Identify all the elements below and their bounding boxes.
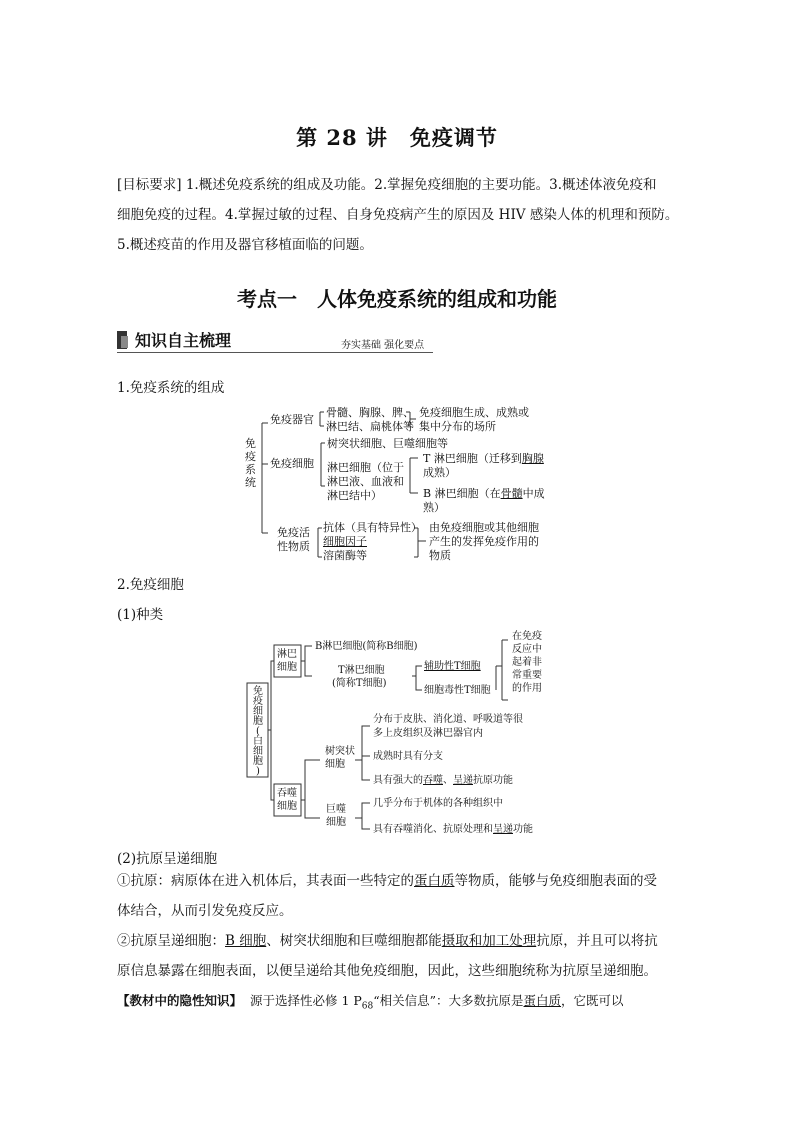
b-cell-line-1: B 淋巴细胞（在骨髓中成 bbox=[423, 487, 545, 500]
lymph-3: 淋巴结中） bbox=[327, 489, 382, 502]
dc-desc-1b: 多上皮组织及淋巴器官内 bbox=[373, 728, 483, 739]
organ-list-2: 淋巴结、扁桃体等 bbox=[326, 420, 414, 433]
heading-immune-cells: 2.免疫细胞 bbox=[117, 577, 184, 593]
t-cell-line-2: 成熟） bbox=[423, 466, 456, 479]
dc-desc-2: 成熟时具有分支 bbox=[373, 751, 443, 762]
active-desc-3: 物质 bbox=[429, 549, 451, 562]
lymph-2: 淋巴液、血液和 bbox=[327, 475, 404, 488]
heading-apc: (2)抗原呈递细胞 bbox=[117, 851, 218, 867]
dc-desc-1a: 分布于皮肤、消化道、呼吸道等很 bbox=[373, 714, 523, 725]
mac-desc-1: 几乎分布于机体的各种组织中 bbox=[373, 798, 503, 809]
cytotoxic-t: 细胞毒性T细胞 bbox=[424, 685, 491, 696]
organ-label: 免疫器官 bbox=[270, 413, 314, 426]
heading-types: (1)种类 bbox=[117, 607, 164, 623]
cell-label: 免疫细胞 bbox=[270, 457, 314, 470]
b-cell-line-2: 熟） bbox=[423, 501, 445, 514]
active-desc-1: 由免疫细胞或其他细胞 bbox=[429, 521, 539, 534]
organ-desc-1: 免疫细胞生成、成熟或 bbox=[419, 406, 529, 419]
banner-title: 知识自主梳理 bbox=[135, 331, 232, 350]
organ-desc-2: 集中分布的场所 bbox=[419, 420, 496, 433]
phago-box: 吞噬 细胞 bbox=[277, 788, 297, 812]
helper-t: 辅助性T细胞 bbox=[424, 661, 481, 672]
b-cell: B淋巴细胞(简称B细胞) bbox=[315, 641, 418, 652]
mac-desc-2: 具有吞噬消化、抗原处理和呈递功能 bbox=[373, 824, 533, 835]
organ-list-1: 骨髓、胸腺、脾、 bbox=[326, 406, 414, 419]
t-cell-2: (简称T细胞) bbox=[332, 678, 387, 689]
goal-line-3: 5.概述疫苗的作用及器官移植面临的问题。 bbox=[117, 237, 373, 253]
goal-label: [目标要求] bbox=[117, 177, 182, 193]
lymph-box: 淋巴 细胞 bbox=[277, 649, 297, 673]
section-title: 考点一 人体免疫系统的组成和功能 bbox=[237, 287, 557, 311]
heading-immune-system: 1.免疫系统的组成 bbox=[117, 380, 225, 396]
hidden-knowledge-label: 【教材中的隐性知识】 bbox=[117, 993, 243, 1008]
lysozyme: 溶菌酶等 bbox=[323, 549, 367, 562]
lymph-1: 淋巴细胞（位于 bbox=[327, 461, 404, 474]
antigen-paragraph: ①抗原：病原体在进入机体后，其表面一些特定的蛋白质等物质，能够与免疫细胞表面的受 体结合，从而引发免疫反应。 ②抗原呈递细胞：B 细胞、树突状细胞和巨噬细胞都能摄取和加工处理抗原，并且可以将抗 原信息暴露在细胞表面，以便呈递给其他免疫细胞，因此，这些细胞统称为抗原呈递细胞。 【教材中的隐性知识】 源于选择性必修 1 $P_{68}“$相关信息”：大多数抗原是蛋白质，它既可以 bbox=[117, 873, 658, 1012]
dc-desc-3: 具有强大的吞噬、呈递抗原功能 bbox=[373, 775, 513, 786]
antibody: 抗体（具有特异性） bbox=[323, 521, 422, 534]
t-cell-1: T淋巴细胞 bbox=[338, 665, 385, 676]
cytokine: 细胞因子 bbox=[323, 535, 367, 548]
active-desc-2: 产生的发挥免疫作用的 bbox=[429, 535, 539, 548]
active-label-1: 免疫活 bbox=[277, 526, 310, 539]
goal-line-2: 细胞免疫的过程。4.掌握过敏的过程、自身免疫病产生的原因及 HIV 感染人体的机理和预防。 bbox=[117, 207, 679, 223]
goal-line-1: 1.概述免疫系统的组成及功能。2.掌握免疫细胞的主要功能。3.概述体液免疫和 bbox=[185, 177, 657, 193]
dc-label: 树突状 细胞 bbox=[325, 746, 355, 770]
diagram1-root: 免 疫 系 统 bbox=[245, 437, 256, 489]
diagram2-root: 免 疫 细 胞 ( 白 细 胞 ) bbox=[253, 686, 263, 777]
page-title: 第 28 讲 免疫调节 bbox=[296, 125, 498, 150]
active-label-2: 性物质 bbox=[277, 540, 310, 553]
banner-subtitle: 夯实基础 强化要点 bbox=[341, 340, 425, 351]
cell-top: 树突状细胞、巨噬细胞等 bbox=[327, 437, 448, 450]
mac-label: 巨噬 细胞 bbox=[326, 804, 346, 828]
role-text: 在免疫 反应中 起着非 常重要 的作用 bbox=[512, 631, 542, 694]
t-cell-line-1: T 淋巴细胞（迁移到胸腺 bbox=[423, 452, 544, 465]
